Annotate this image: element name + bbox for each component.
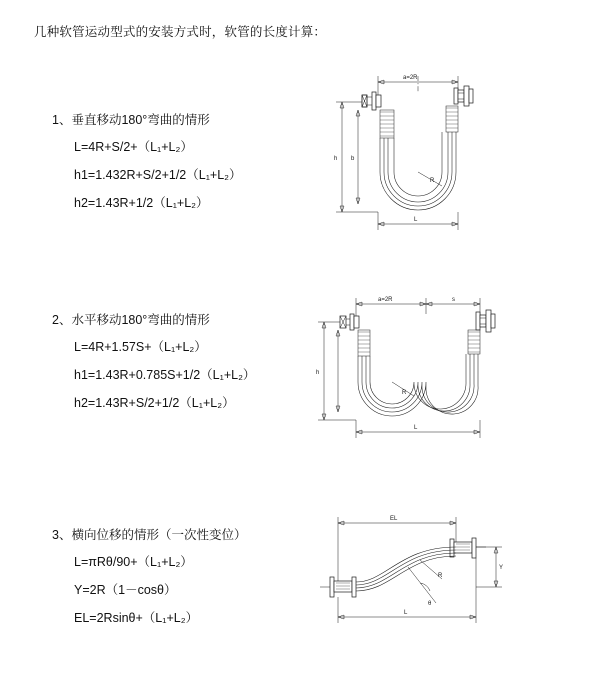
case-1-top-dim-label: a=2R — [403, 75, 418, 81]
case-2-bottom-dim-label: L — [414, 425, 418, 431]
case-3-formulas — [52, 552, 246, 626]
case-1-formulas — [52, 137, 242, 211]
case-2-drawing — [310, 282, 540, 462]
case-2-top-dim2-label: s — [452, 297, 455, 303]
case-3-bottom-dim-label: L — [404, 610, 408, 616]
case-2-formula-3: h2=1.43R+S/2+1/2（L₁+L₂） — [74, 396, 235, 410]
case-1-inner-dim-label: b — [351, 156, 355, 162]
case-3-formula-3: EL=2Rsinθ+（L₁+L₂） — [74, 611, 199, 625]
case-1-formula-3: h2=1.43R+1/2（L₁+L₂） — [74, 196, 209, 210]
case-2-formula-1: L=4R+1.57S+（L₁+L₂） — [74, 340, 207, 354]
case-3-text-block — [52, 525, 246, 636]
case-2-text-block — [52, 310, 255, 421]
page-title: 几种软管运动型式的安装方式时，软管的长度计算： — [34, 25, 327, 39]
case-3-drawing — [300, 505, 540, 635]
case-1-radius-label: R — [430, 178, 435, 184]
case-1-text-block — [52, 110, 242, 221]
case-2-formulas — [52, 337, 255, 411]
case-3-angle-label: θ — [428, 601, 432, 607]
case-2-formula-2: h1=1.43R+0.785S+1/2（L₁+L₂） — [74, 368, 256, 382]
case-1-figure — [318, 62, 538, 262]
case-3-radius-label: R — [438, 573, 443, 579]
case-3-formula-2: Y=2R（1－cosθ） — [74, 583, 177, 597]
case-1-title: 1、垂直移动180°弯曲的情形 — [52, 113, 210, 127]
case-3-figure — [300, 505, 540, 635]
case-1-bottom-dim-label: L — [414, 217, 418, 223]
case-3-side-dim-label: Y — [499, 565, 504, 571]
case-1-drawing — [318, 62, 538, 262]
case-1-formula-2: h1=1.432R+S/2+1/2（L₁+L₂） — [74, 168, 242, 182]
case-2-title: 2、水平移动180°弯曲的情形 — [52, 313, 210, 327]
case-3-top-dim-label: EL — [390, 516, 398, 522]
case-2-top-dim-label: a=2R — [378, 297, 393, 303]
case-2-figure — [310, 282, 540, 462]
case-2-radius-label: R — [402, 390, 407, 396]
case-3-formula-1: L=πRθ/90+（L₁+L₂） — [74, 555, 193, 569]
case-1-formula-1: L=4R+S/2+（L₁+L₂） — [74, 140, 193, 154]
case-3-title: 3、横向位移的情形（一次性变位） — [52, 528, 247, 542]
case-1-side-dim-label: h — [334, 156, 338, 162]
case-2-side-dim-label: h — [316, 370, 320, 376]
